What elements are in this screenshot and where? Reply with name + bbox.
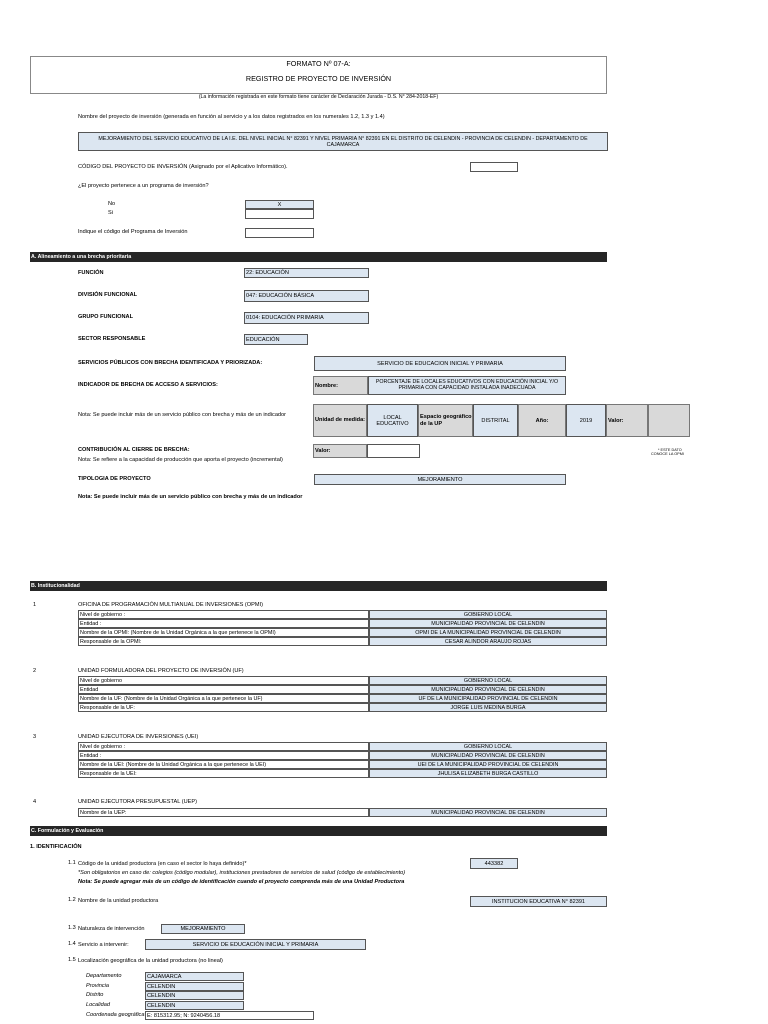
sector-field[interactable]: EDUCACIÓN	[244, 334, 308, 345]
localidad-field[interactable]: CELENDIN	[145, 1001, 244, 1010]
identificacion-heading: 1. IDENTIFICACIÓN	[30, 844, 82, 850]
block-2-row-value[interactable]: GOBIERNO LOCAL	[369, 676, 607, 685]
block-1-number: 1	[33, 602, 37, 608]
departamento-label: Departamento	[86, 973, 122, 979]
distrito-field[interactable]: CELENDIN	[145, 991, 244, 1000]
up-code-label: Código de la unidad productora (en caso el sector lo haya definido)*	[78, 861, 247, 867]
contribucion-valor-label: Valor:	[313, 444, 367, 458]
project-code-field[interactable]	[470, 162, 518, 172]
form-title: FORMATO Nº 07-A:	[286, 59, 351, 68]
block-1-row-value[interactable]: OPMI DE LA MUNICIPALIDAD PROVINCIAL DE CELENDIN	[369, 628, 607, 637]
block-2-row-label: Nombre de la UF: (Nombre de la Unidad Orgánica a la que pertenece la UF)	[78, 694, 369, 703]
item-1-5-number: 1.5	[68, 957, 76, 963]
sector-label: SECTOR RESPONSABLE	[78, 336, 146, 342]
anio-label: Año:	[518, 404, 566, 437]
servicios-label: SERVICIOS PÚBLICOS CON BRECHA IDENTIFICADA Y PRIORIZADA:	[78, 360, 263, 366]
block-3-row-value[interactable]: GOBIERNO LOCAL	[369, 742, 607, 751]
contribucion-label: CONTRIBUCIÓN AL CIERRE DE BRECHA:	[78, 447, 190, 453]
block-4-heading: UNIDAD EJECUTORA PRESUPUESTAL (UEP)	[78, 799, 197, 805]
block-1-row-value[interactable]: CESAR ALINDOR ARAUJO ROJAS	[369, 637, 607, 646]
funcion-field[interactable]: 22: EDUCACIÓN	[244, 268, 369, 278]
item-1-4-number: 1.4	[68, 941, 76, 947]
block-2-row-value[interactable]: MUNICIPALIDAD PROVINCIAL DE CELENDIN	[369, 685, 607, 694]
anio-field[interactable]: 2019	[566, 404, 606, 437]
section-a-header: A. Alineamiento a una brecha prioritaria	[30, 252, 607, 262]
project-name-field[interactable]: MEJORAMIENTO DEL SERVICIO EDUCATIVO DE LA I.E. DEL NIVEL INICIAL N° 82391 Y NIVEL PRIMARIA N° 82391 EN EL DISTRITO DE CELENDIN - PROVINCIA DE CELENDIN - DEPARTAMENTO DE CAJAMARCA	[78, 132, 608, 151]
form-subtitle: REGISTRO DE PROYECTO DE INVERSIÓN	[245, 74, 392, 83]
coordenada-label-text: Coordenada geográfica	[86, 1012, 145, 1018]
localidad-label: Localidad	[86, 1002, 110, 1008]
block-2-row-label: Responsable de la UF:	[78, 703, 369, 712]
side-note-line1: * ESTE DATO	[658, 448, 682, 452]
program-code-field[interactable]	[245, 228, 314, 238]
block-1-row-value[interactable]: GOBIERNO LOCAL	[369, 610, 607, 619]
block-1-heading: OFICINA DE PROGRAMACIÓN MULTIANUAL DE INVERSIONES (OPMI)	[78, 602, 263, 608]
valor-field[interactable]	[648, 404, 690, 437]
up-code-note-bold: Nota: Se puede agregar más de un código de identificación cuando el proyecto comprenda más de una Unidad Productora	[78, 879, 405, 885]
section-b-header: B. Institucionalidad	[30, 581, 607, 591]
indicador-label: INDICADOR DE BRECHA DE ACCESO A SERVICIOS:	[78, 382, 218, 388]
unidad-label: Unidad de medida:	[313, 404, 367, 437]
up-code-note: *Son obligatorios en caso de: colegios (código modular), instituciones prestadores de servicios de salud (código de establecimiento)	[78, 870, 406, 876]
servicio-label: Servicio a intervenir:	[78, 942, 129, 948]
block-3-row-value[interactable]: MUNICIPALIDAD PROVINCIAL DE CELENDIN	[369, 751, 607, 760]
provincia-field[interactable]: CELENDIN	[145, 982, 244, 991]
tipologia-field[interactable]: MEJORAMIENTO	[314, 474, 566, 485]
nota-bold: Nota: Se puede incluir más de un servicio público con brecha y más de un indicador	[78, 494, 303, 500]
indicador-nombre-label: Nombre:	[313, 376, 368, 395]
tipologia-label: TIPOLOGIA DE PROYECTO	[78, 476, 151, 482]
block-1-row-label: Nombre de la OPMI: (Nombre de la Unidad Orgánica a la que pertenece la OPMI)	[78, 628, 369, 637]
espacio-field[interactable]: DISTRITAL	[473, 404, 518, 437]
up-code-field[interactable]: 443382	[470, 858, 518, 869]
funcion-label: FUNCIÓN	[78, 270, 104, 276]
side-note-line2: CONOCE LA OPMI	[651, 452, 684, 456]
block-3-heading: UNIDAD EJECUTORA DE INVERSIONES (UEI)	[78, 734, 199, 740]
indicador-nombre-field[interactable]: PORCENTAJE DE LOCALES EDUCATIVOS CON EDUCACIÓN INICIAL Y/O PRIMARIA CON CAPACIDAD INSTALADA INADECUADA	[368, 376, 566, 395]
declaration-note: (La información registrada en este formato tiene carácter de Declaración Jurada - D.S. N° 284-2018-EF)	[198, 94, 439, 100]
si-checkbox[interactable]	[245, 209, 314, 219]
item-1-1-number: 1.1	[68, 860, 76, 866]
block-1-row-value[interactable]: MUNICIPALIDAD PROVINCIAL DE CELENDIN	[369, 619, 607, 628]
grupo-field[interactable]: 0104: EDUCACIÓN PRIMARIA	[244, 312, 369, 324]
naturaleza-field[interactable]: MEJORAMIENTO	[161, 924, 245, 934]
valor-label: Valor:	[606, 404, 648, 437]
naturaleza-label	[78, 926, 161, 932]
block-3-row-value[interactable]: UEI DE LA MUNICIPALIDAD PROVINCIAL DE CELENDIN	[369, 760, 607, 769]
block-4-row-label: Nombre de la UEP:	[78, 808, 369, 817]
provincia-label: Provincia	[86, 983, 110, 989]
block-2-number: 2	[33, 668, 37, 674]
item-1-2-number: 1.2	[68, 897, 76, 903]
distrito-label: Distrito	[86, 992, 104, 998]
unidad-field[interactable]: LOCAL EDUCATIVO	[367, 404, 418, 437]
nota-indicador-text: Nota: Se puede incluir más de un servicio público con brecha y más de un indicador	[78, 412, 287, 418]
division-field[interactable]: 047: EDUCACIÓN BÁSICA	[244, 290, 369, 302]
up-name-label: Nombre de la unidad productora	[78, 898, 159, 904]
block-2-heading: UNIDAD FORMULADORA DEL PROYECTO DE INVERSIÓN (UF)	[78, 668, 244, 674]
program-question: ¿El proyecto pertenece a un programa de inversión?	[78, 183, 209, 189]
block-2-row-label: Entidad	[78, 685, 369, 694]
block-2-row-value[interactable]: UF DE LA MUNICIPALIDAD PROVINCIAL DE CELENDIN	[369, 694, 607, 703]
item-1-3-number: 1.3	[68, 925, 76, 931]
block-3-row-value[interactable]: JHULISA ELIZABETH BURGA CASTILLO	[369, 769, 607, 778]
contribucion-valor-field[interactable]	[367, 444, 420, 458]
block-1-row-label: Entidad :	[78, 619, 369, 628]
block-4-number: 4	[33, 799, 37, 805]
servicios-field[interactable]: SERVICIO DE EDUCACION INICIAL Y PRIMARIA	[314, 356, 566, 371]
block-3-row-label: Nombre de la UEI: (Nombre de la Unidad Orgánica a la que pertenece la UEI)	[78, 760, 369, 769]
contribucion-note: Nota: Se refiere a la capacidad de producción que aporta el proyecto (incremental)	[78, 457, 283, 463]
project-code-label: CÓDIGO DEL PROYECTO DE INVERSIÓN (Asignado por el Aplicativo Informático).	[78, 164, 288, 170]
coordenada-field[interactable]: E: 815312.95; N: 9240456.18	[145, 1011, 314, 1020]
departamento-field[interactable]: CAJAMARCA	[145, 972, 244, 981]
block-2-row-value[interactable]: JORGE LUIS MEDINA BURGA	[369, 703, 607, 712]
nota-indicador	[78, 412, 303, 418]
grupo-label: GRUPO FUNCIONAL	[78, 314, 134, 320]
program-code-label: Indique el código del Programa de Inversión	[78, 229, 188, 235]
naturaleza-label-text: Naturaleza de intervención	[78, 926, 145, 932]
block-4-row-value[interactable]: MUNICIPALIDAD PROVINCIAL DE CELENDIN	[369, 808, 607, 817]
block-1-row-label: Responsable de la OPMI:	[78, 637, 369, 646]
project-name-label: Nombre del proyecto de inversión (generada en función al servicio y a los datos registrados en los numerales 1.2, 1.3 y 1.4)	[78, 114, 385, 120]
block-2-row-label: Nivel de gobierno	[78, 676, 369, 685]
si-label: Si	[108, 210, 113, 216]
division-label: DIVISIÓN FUNCIONAL	[78, 292, 138, 298]
block-3-row-label: Nivel de gobierno :	[78, 742, 369, 751]
servicio-field[interactable]: SERVICIO DE EDUCACIÓN INICIAL Y PRIMARIA	[145, 939, 366, 950]
espacio-label: Espacio geográfico de la UP	[418, 404, 473, 437]
section-c-header: C. Formulación y Evaluación	[30, 826, 607, 836]
block-3-row-label: Entidad :	[78, 751, 369, 760]
block-3-number: 3	[33, 734, 37, 740]
no-checkbox[interactable]: X	[245, 200, 314, 209]
block-1-row-label: Nivel de gobierno :	[78, 610, 369, 619]
up-name-field[interactable]: INSTITUCION EDUCATIVA N° 82391	[470, 896, 607, 907]
loc-label: Localización geográfica de la unidad productora (no lineal)	[78, 958, 223, 964]
coordenada-label	[86, 1012, 146, 1018]
no-label: No	[108, 201, 116, 207]
block-3-row-label: Responsable de la UEI:	[78, 769, 369, 778]
